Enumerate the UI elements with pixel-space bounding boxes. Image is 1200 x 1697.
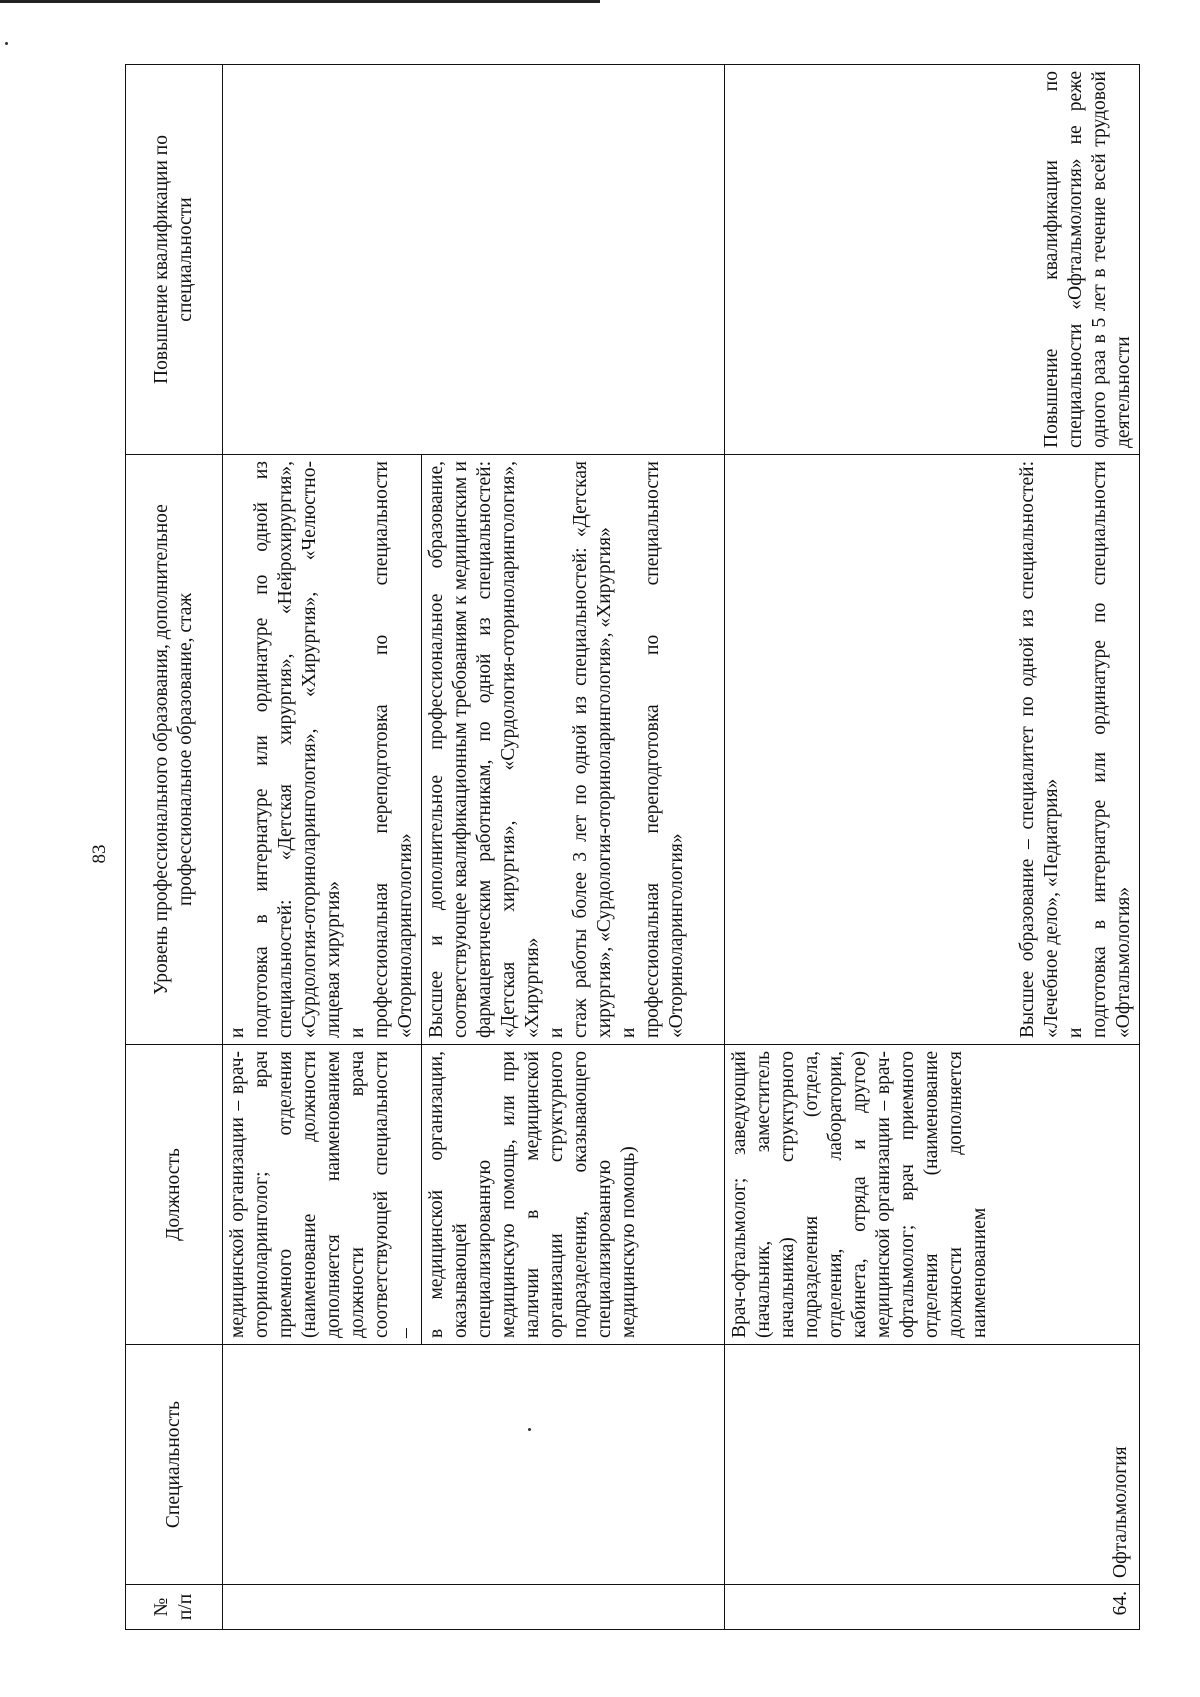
edu-64-2: подготовка в интернатуре или ординатуре по специальности «Офтальмология»	[1089, 461, 1134, 1038]
cell-num: 64.	[725, 1585, 1140, 1630]
cell-qualification	[223, 65, 725, 455]
edu-64-0: Высшее образование – специалитет по одной из специальностей: «Лечебное дело», «Педиатрия»	[1017, 461, 1062, 1038]
cell-num	[223, 1585, 725, 1630]
cell-specialty	[223, 1345, 725, 1585]
page-number: 83	[89, 844, 110, 864]
table-row	[725, 65, 1140, 1630]
cell-specialty: Офтальмология	[725, 1345, 1140, 1585]
edu-a-3: профессиональная переподготовка по специальности «Оториноларингология»	[371, 461, 416, 1038]
position-text-b: в медицинской организации, оказывающей специализированную медицинскую помощь, или при наличии в медицинской организации структурного подразделения, оказывающего специализированную медицинскую помощь)	[426, 1051, 639, 1338]
header-num: № п/п	[126, 1585, 223, 1630]
cell-education	[223, 455, 725, 1045]
position-text-a: медицинской организации – врач-оториноларинголог; врач приемного отделения (наименование должности дополняется наименованием должности врача соответствующей специальности –	[227, 1051, 416, 1338]
table-header-row	[126, 65, 223, 1630]
edu-a-2: и	[347, 1027, 368, 1038]
edu-b-4: профессиональная переподготовка по специальности «Оториноларингология»	[642, 461, 687, 1038]
edu-a-0: и	[227, 1027, 248, 1038]
rotated-table-container	[125, 65, 1175, 1630]
qualification-table	[125, 64, 1140, 1630]
cell-education	[725, 455, 1140, 1045]
cell-position: Врач-офтальмолог; заведующий (начальник, заместитель начальника) структурного подразделения (отдела, отделения, лаборатории, кабинета, отряда и другое) медицинской организации – врач-офтальмолог; врач приемного отделения (наименование должности дополняется наименованием	[725, 1045, 1140, 1345]
edu-a-1: подготовка в интернатуре или ординатуре по одной из специальностей: «Детская хирургия», «Нейрохирургия», «Сурдология-оториноларингология», «Хирургия», «Челюстно-лицевая хирургия»	[251, 461, 344, 1038]
edu-b-3: и	[618, 1027, 639, 1038]
cell-position	[223, 1045, 725, 1345]
edu-64-1: и	[1065, 1027, 1086, 1038]
cell-qualification: Повышение квалификации по специальности «Офтальмология» не реже одного раза в 5 лет в течение всей трудовой деятельности	[725, 65, 1140, 455]
edu-b-1: и	[546, 1027, 567, 1038]
header-position: Должность	[126, 1045, 223, 1345]
header-qualification: Повышение квалификации по специальности	[126, 65, 223, 455]
table-row	[223, 65, 725, 1630]
header-education: Уровень профессионального образования, дополнительное профессиональное образование, стаж	[126, 455, 223, 1045]
edu-b-0: Высшее и дополнительное профессиональное образование, соответствующее квалификационным требованиям к медицинским и фармацевтическим работникам, по одной из специальностей: «Детская хирургия», «Сурдология-оториноларингология», «Хирургия»	[426, 461, 543, 1038]
header-specialty: Специальность	[126, 1345, 223, 1585]
education-subcell	[421, 455, 689, 1044]
scan-edge-line	[0, 0, 600, 3]
scan-speck	[5, 42, 8, 45]
position-subcell	[421, 1045, 641, 1344]
edu-b-2: стаж работы более 3 лет по одной из специальностей: «Детская хирургия», «Сурдология-оториноларингология», «Хирургия»	[570, 461, 615, 1038]
